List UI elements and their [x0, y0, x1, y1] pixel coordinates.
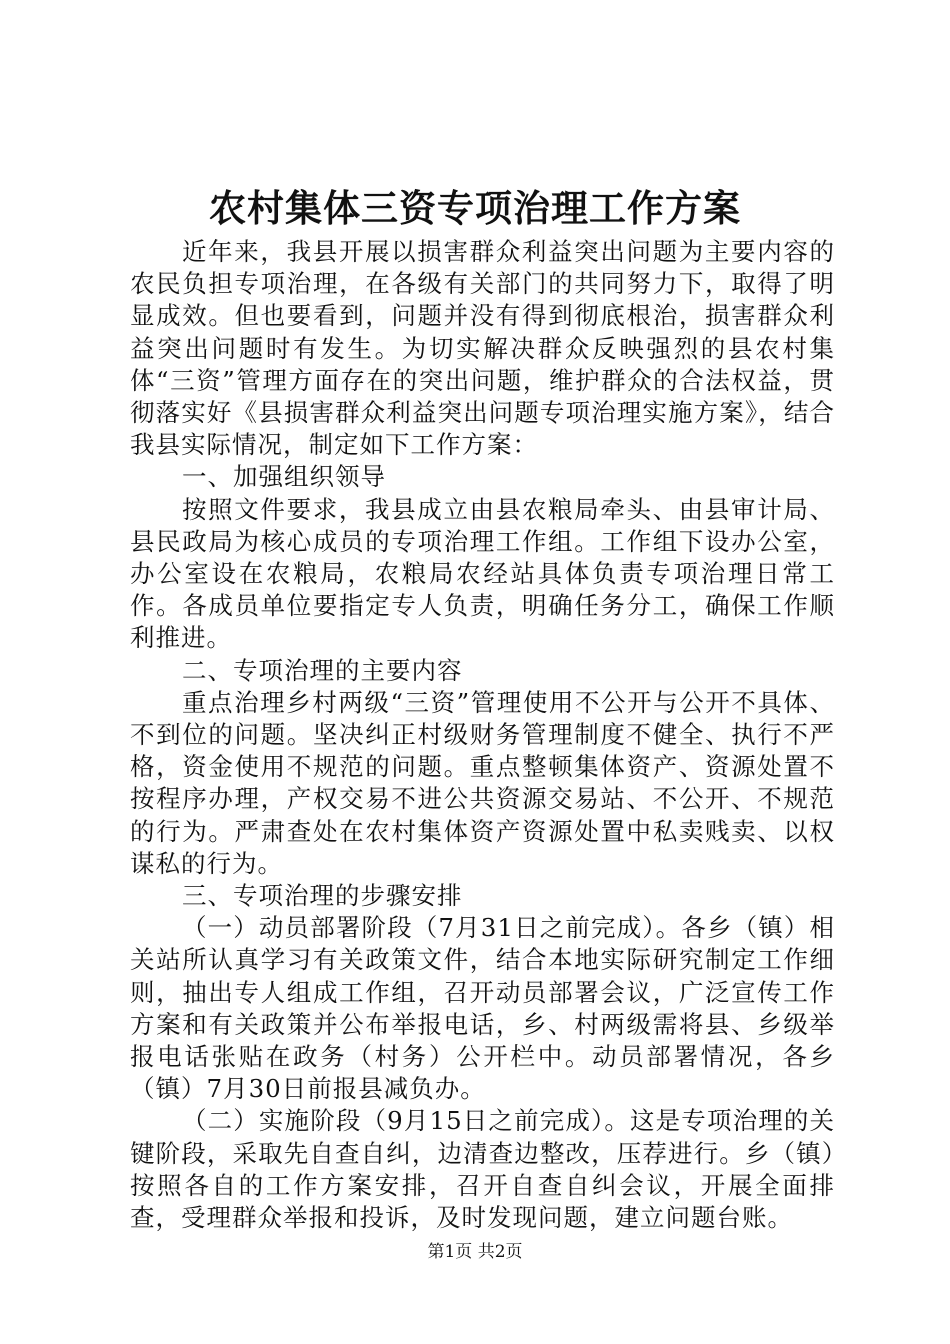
- document-body: [130, 236, 835, 1234]
- section-heading-3: 三、专项治理的步骤安排: [182, 881, 463, 911]
- paragraph-stage-2: （二）实施阶段（9月15日之前完成）。这是专项治理的关键阶段，采取先自查自纠，边清查边整改，压荐进行。乡（镇）按照各自的工作方案安排，召开自查自纠会议，开展全面排查，受理群众举报和投诉，及时发现问题，建立问题台账。: [130, 1106, 835, 1233]
- paragraph-organization: 按照文件要求，我县成立由县农粮局牵头、由县审计局、县民政局为核心成员的专项治理工作组。工作组下设办公室，办公室设在农粮局，农粮局农经站具体负责专项治理日常工作。各成员单位要指定专人负责，明确任务分工，确保工作顺利推进。: [130, 494, 835, 653]
- document-title: 农村集体三资专项治理工作方案: [209, 186, 741, 230]
- paragraph-main-content: 重点治理乡村两级“三资”管理使用不公开与公开不具体、不到位的问题。坚决纠正村级财务管理制度不健全、执行不严格，资金使用不规范的问题。重点整顿集体资产、资源处置不按程序办理，产权交易不进公共资源交易站、不公开、不规范的行为。严肃查处在农村集体资产资源处置中私卖贱卖、以权谋私的行为。: [130, 687, 835, 878]
- section-heading-1: 一、加强组织领导: [182, 462, 386, 492]
- paragraph-stage-1: （一）动员部署阶段（7月31日之前完成）。各乡（镇）相关站所认真学习有关政策文件，结合本地实际研究制定工作细则，抽出专人组成工作组，召开动员部署会议，广泛宣传工作方案和有关政策并公布举报电话，乡、村两级需将县、乡级举报电话张贴在政务（村务）公开栏中。动员部署情况，各乡（镇）7月30日前报县减负办。: [130, 913, 835, 1104]
- page-number-footer: 第1页 共2页: [427, 1242, 523, 1262]
- paragraph-intro: 近年来，我县开展以损害群众利益突出问题为主要内容的农民负担专项治理，在各级有关部门的共同努力下，取得了明显成效。但也要看到，问题并没有得到彻底根治，损害群众利益突出问题时有发生。为切实解决群众反映强烈的县农村集体“三资”管理方面存在的突出问题，维护群众的合法权益，贯彻落实好《县损害群众利益突出问题专项治理实施方案》，结合我县实际情况，制定如下工作方案：: [130, 237, 835, 460]
- section-heading-2: 二、专项治理的主要内容: [182, 655, 463, 685]
